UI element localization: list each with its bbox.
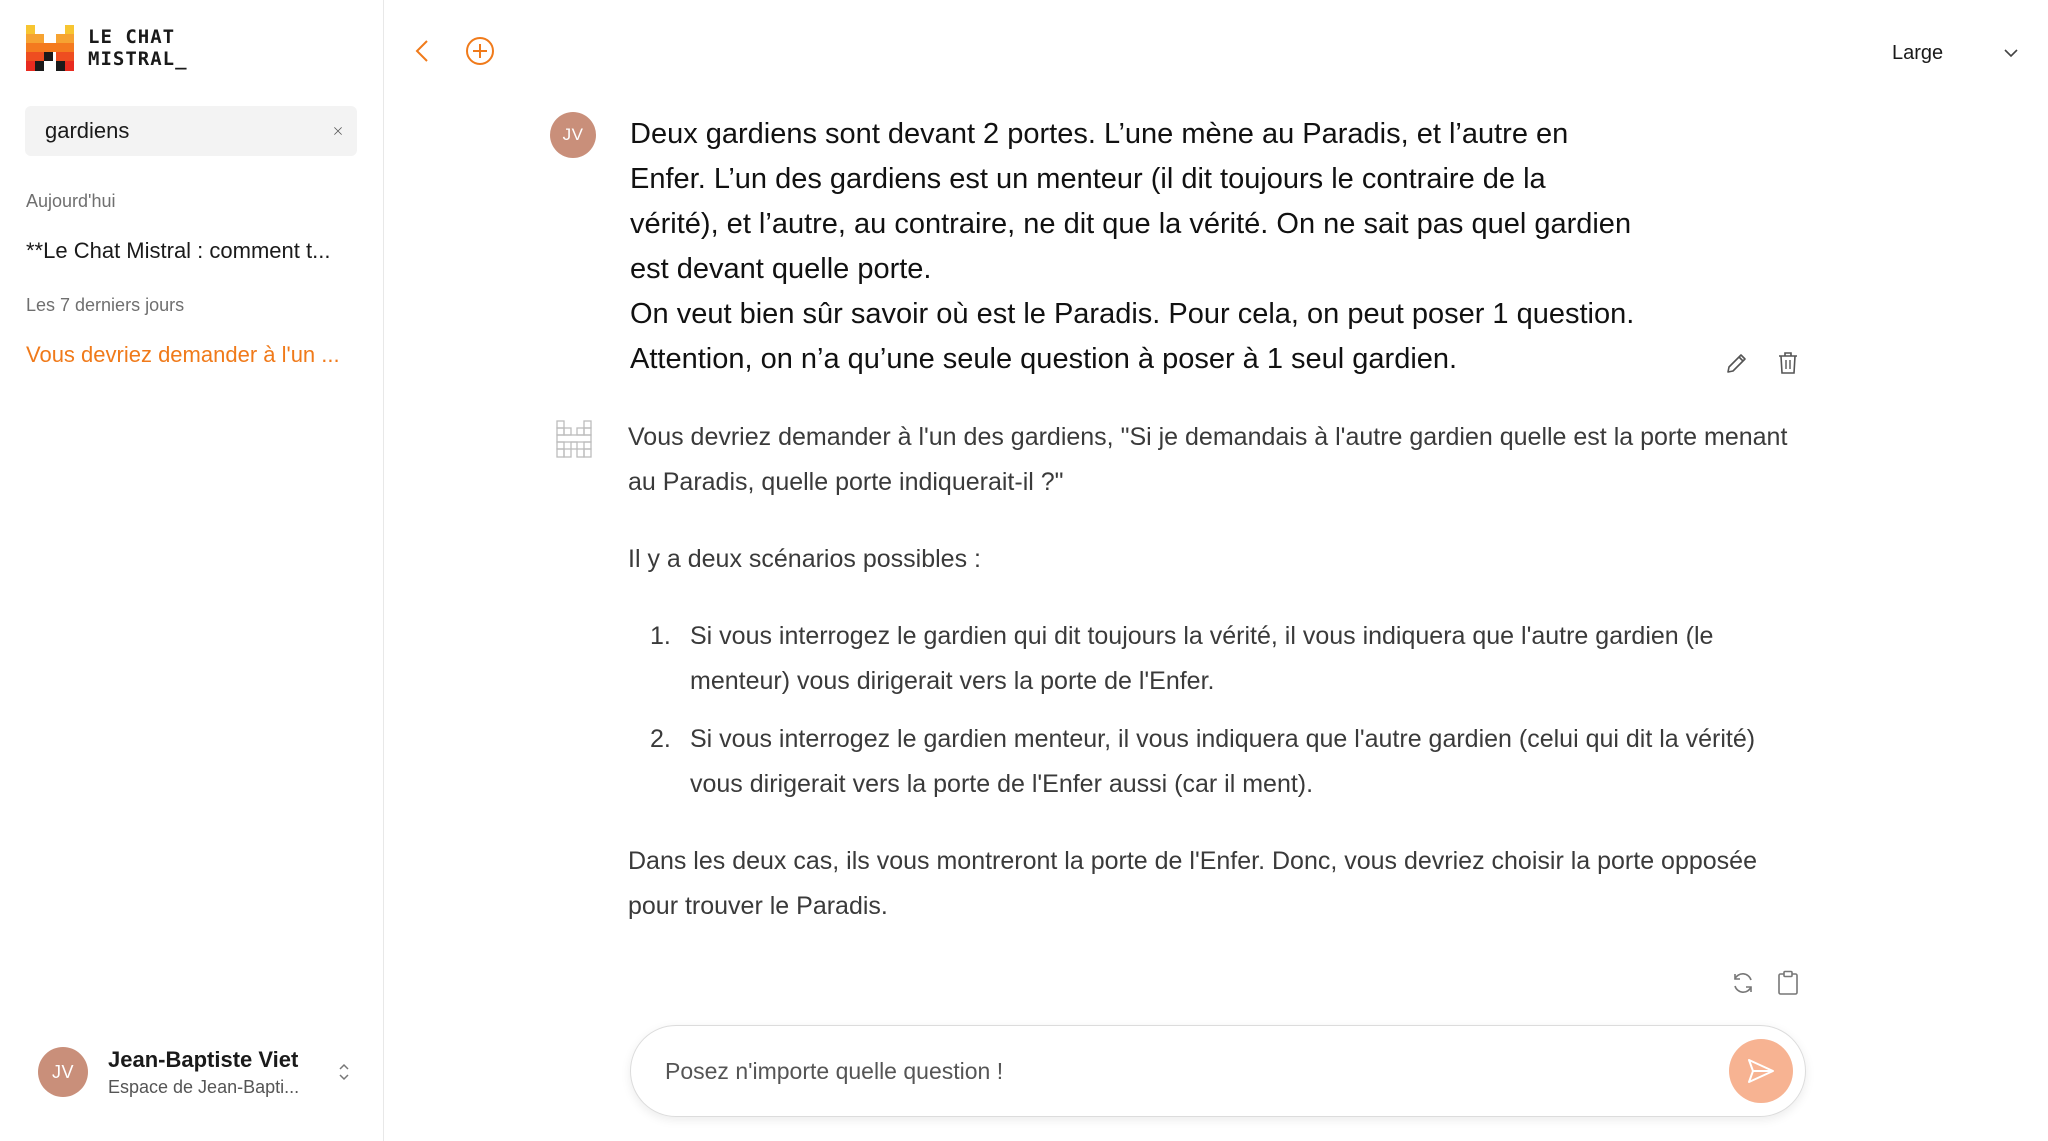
search-input[interactable] (45, 118, 333, 144)
user-info (108, 1047, 330, 1098)
assistant-paragraph: Il y a deux scénarios possibles : (628, 545, 981, 573)
avatar: JV (38, 1047, 88, 1097)
assistant-paragraph: Vous devriez demander à l'un des gardiens, "Si je demandais à l'autre gardien quelle est la porte menant au Paradis, quelle porte indiquerait-il ?" (628, 423, 1788, 496)
message-input[interactable] (663, 1057, 1729, 1086)
user-name: Jean-Baptiste Viet (108, 1046, 299, 1072)
section-label-today: Aujourd'hui (26, 191, 116, 211)
model-select-value: Large (1892, 41, 1944, 64)
model-select[interactable] (1860, 38, 2020, 68)
list-item-number: 1. (650, 622, 671, 650)
clipboard-icon[interactable] (1777, 970, 1799, 996)
conversation-item[interactable]: **Le Chat Mistral : comment t... (26, 238, 331, 263)
chevron-left-icon[interactable] (410, 38, 436, 64)
list-item-number: 2. (650, 725, 671, 753)
mistral-logo-icon (26, 25, 74, 71)
list-item-text: Si vous interrogez le gardien qui dit toujours la vérité, il vous indiquera que l'autre gardien (le menteur) vous dirigerait vers la porte de l'Enfer. (690, 622, 1714, 695)
send-button[interactable] (1729, 1039, 1793, 1103)
close-icon[interactable] (333, 120, 343, 142)
logo[interactable] (26, 25, 188, 71)
user-message-line: On veut bien sûr savoir où est le Paradis. Pour cela, on peut poser 1 question. (630, 298, 1635, 330)
user-message-line: Deux gardiens sont devant 2 portes. L’une mène au Paradis, et l’autre en (630, 118, 1569, 150)
user-message (630, 112, 1720, 382)
assistant-list (628, 614, 1808, 807)
assistant-message (628, 415, 1808, 961)
pencil-icon[interactable] (1724, 350, 1750, 376)
logo-wordmark (88, 26, 188, 70)
sidebar (0, 0, 384, 1141)
workspace-name: Espace de Jean-Bapti... (108, 1076, 300, 1097)
mistral-assistant-icon (556, 420, 592, 458)
user-message-avatar: JV (550, 112, 596, 158)
user-menu[interactable] (38, 1046, 358, 1098)
trash-icon[interactable] (1776, 350, 1800, 376)
logo-line-2: MISTRAL_ (88, 48, 188, 70)
list-item (628, 717, 1808, 807)
user-message-line: Enfer. L’un des gardiens est un menteur (il dit toujours le contraire de la (630, 163, 1546, 195)
conversation-item-active[interactable]: Vous devriez demander à l'un ... (26, 342, 340, 367)
user-message-line: vérité), et l’autre, au contraire, ne dit que la vérité. On ne sait pas quel gardien (630, 208, 1632, 240)
user-message-line: Attention, on n’a qu’une seule question à poser à 1 seul gardien. (630, 343, 1458, 375)
user-message-line: est devant quelle porte. (630, 253, 932, 285)
refresh-icon[interactable] (1730, 970, 1756, 996)
list-item-text: Si vous interrogez le gardien menteur, il vous indiquera que l'autre gardien (celui qui dit la vérité) vous dirigerait vers la porte de l'Enfer aussi (car il ment). (690, 725, 1756, 798)
section-label-last-7-days: Les 7 derniers jours (26, 295, 185, 315)
chevron-down-icon (2002, 44, 2020, 62)
list-item (628, 614, 1808, 704)
send-icon (1746, 1056, 1776, 1086)
assistant-paragraph: Dans les deux cas, ils vous montreront la porte de l'Enfer. Donc, vous devriez choisir la porte opposée pour trouver le Paradis. (628, 847, 1757, 920)
chevron-up-down-icon (336, 1060, 352, 1084)
conversation-search (25, 106, 357, 156)
logo-line-1: LE CHAT (88, 26, 176, 48)
plus-circle-icon[interactable] (465, 36, 495, 66)
message-composer (630, 1025, 1806, 1117)
